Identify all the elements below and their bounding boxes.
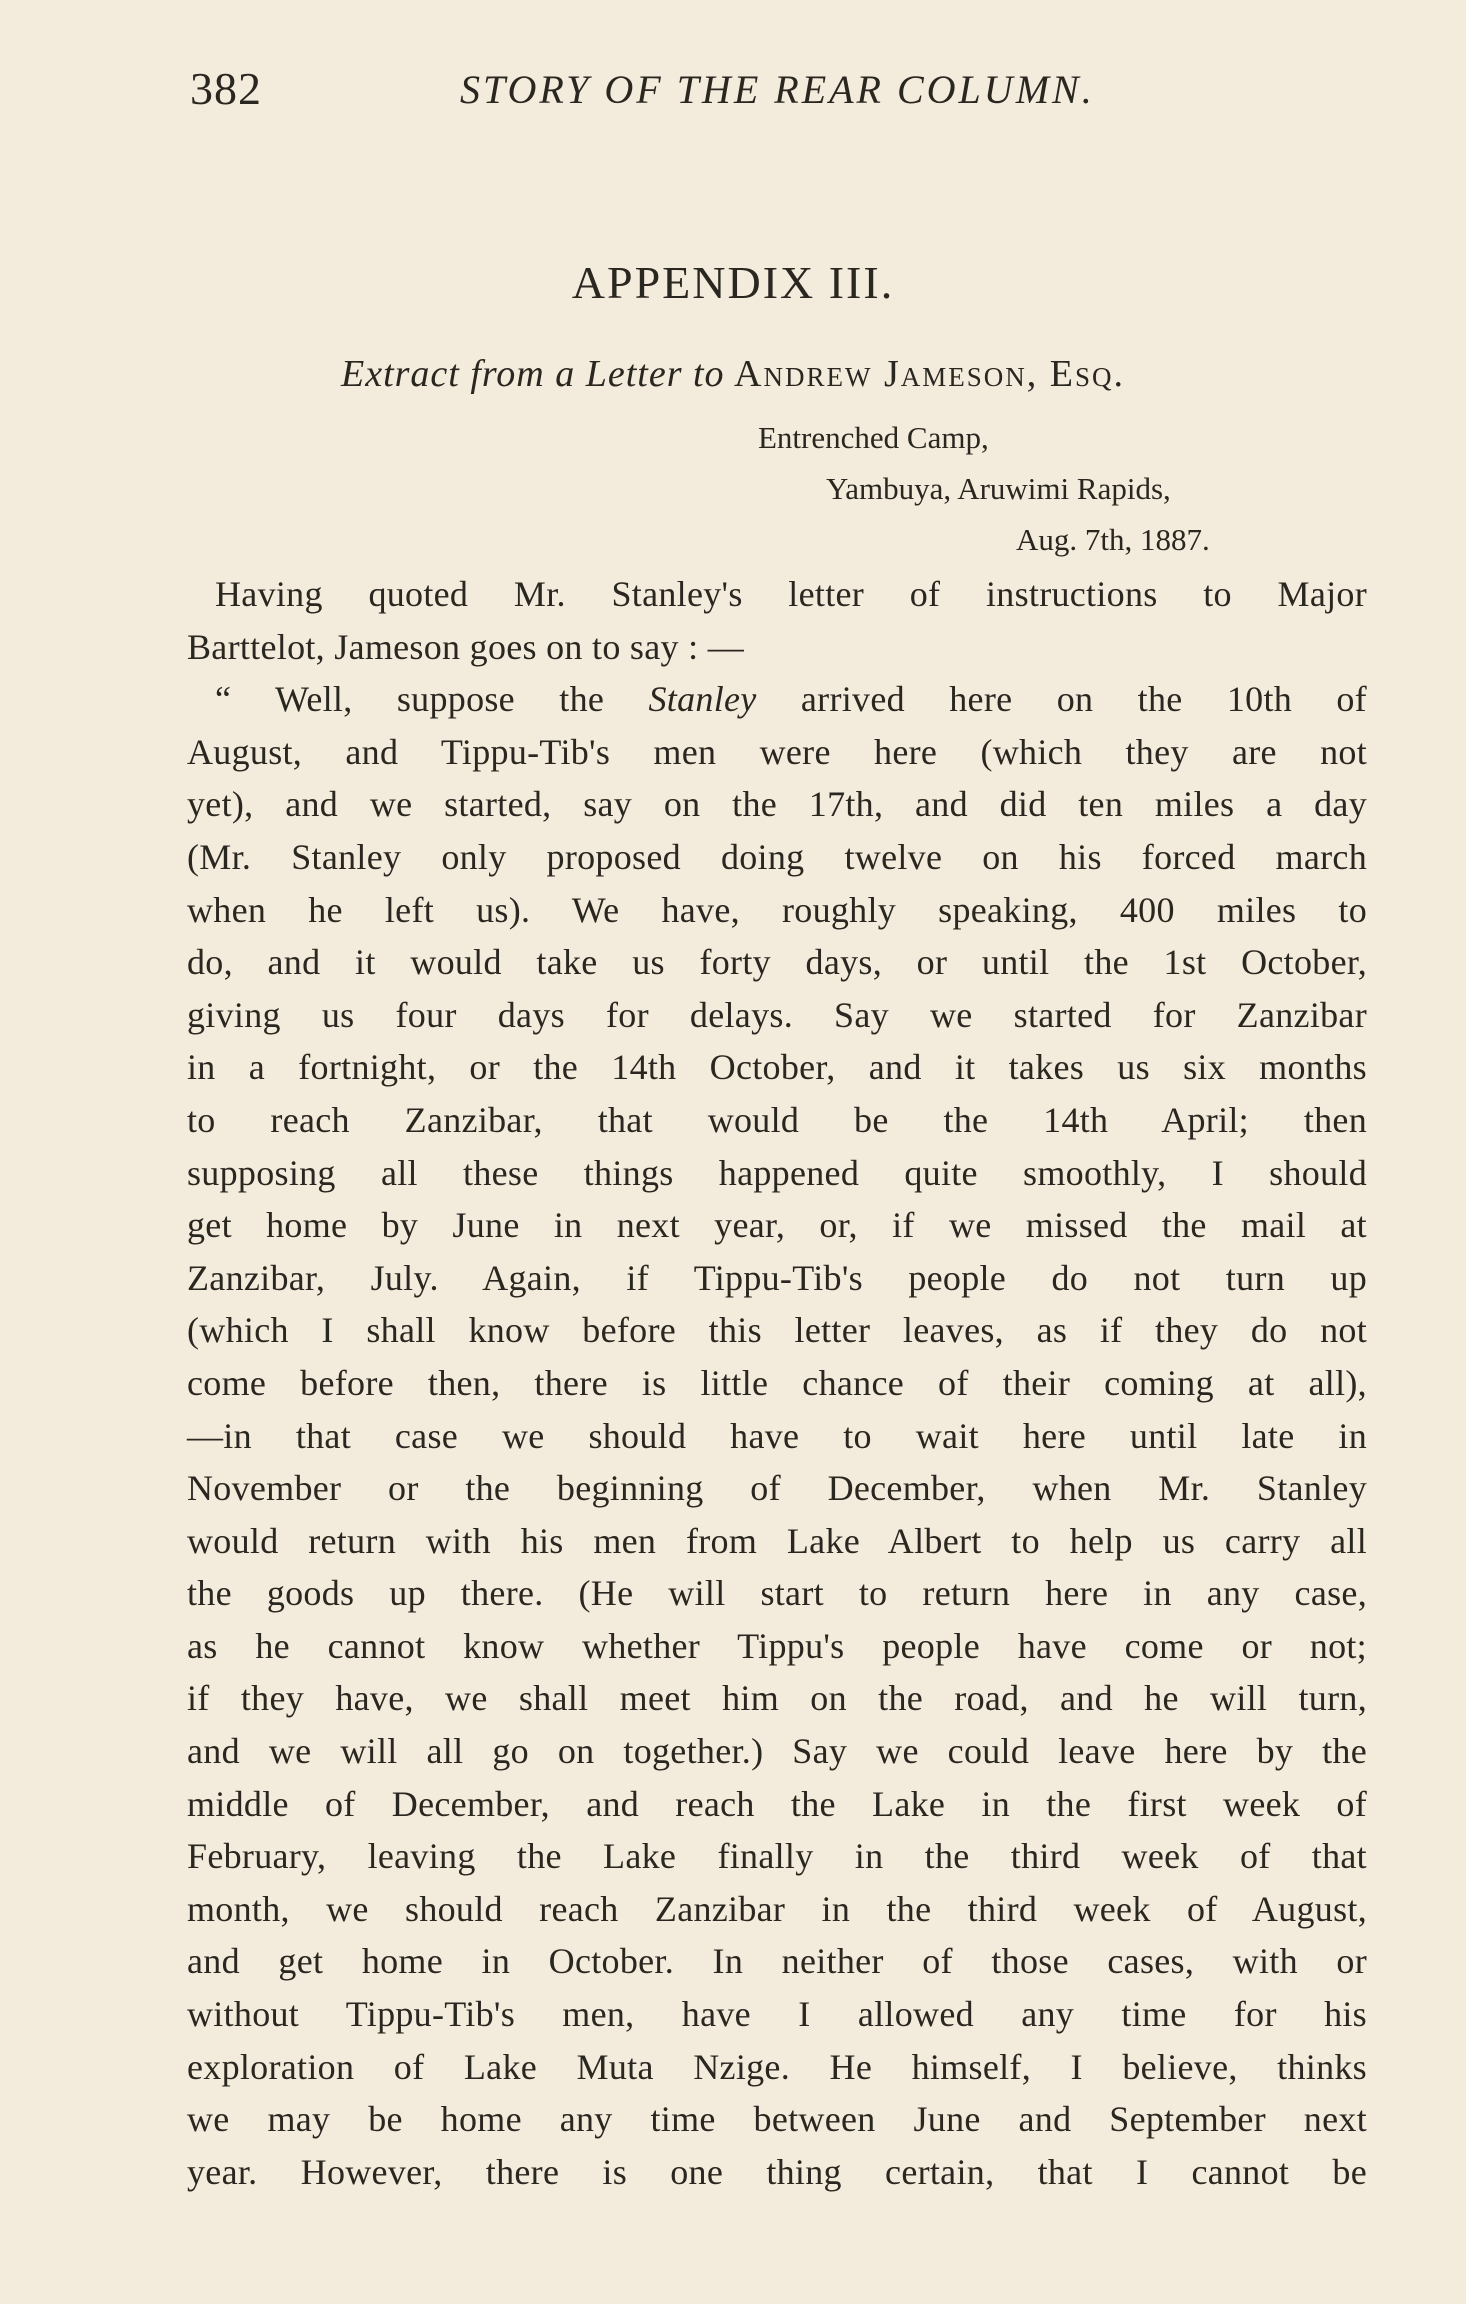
dateline-date: Aug. 7th, 1887. [1016,522,1210,557]
text-line: as he cannot know whether Tippu's people have come or not; [187,1625,1367,1666]
appendix-subtitle [0,352,1466,396]
text-line: February, leaving the Lake finally in the third week of that [187,1836,1367,1877]
text-line: and get home in October. In neither of those cases, with or [187,1941,1367,1982]
text-line [187,673,1367,726]
text-line: November or the beginning of December, when Mr. Stanley [187,1468,1367,1509]
text-line: Barttelot, Jameson goes on to say : — [187,626,745,667]
running-title: STORY OF THE REAR COLUMN. [460,67,1095,112]
text-fragment: arrived here on the 10th of [800,679,1367,720]
text-line: giving us four days for delays. Say we started for Zanzibar [187,994,1367,1035]
text-line: when he left us). We have, roughly speaking, 400 miles to [187,889,1367,930]
text-line: (which I shall know before this letter leaves, as if they do not [187,1310,1367,1351]
text-line: August, and Tippu-Tib's men were here (which they are not [187,731,1367,772]
text-line: we may be home any time between June and September next [187,2099,1367,2140]
dateline-place: Entrenched Camp, [758,420,989,455]
text-fragment: “ Well, suppose the [215,679,605,720]
text-line: —in that case we should have to wait here until late in [187,1415,1367,1456]
text-line: to reach Zanzibar, that would be the 14th April; then [187,1099,1367,1140]
text-line: month, we should reach Zanzibar in the third week of August, [187,1888,1367,1929]
text-line: if they have, we shall meet him on the road, and he will turn, [187,1678,1367,1719]
text-line: yet), and we started, say on the 17th, and did ten miles a day [187,784,1367,825]
text-line: middle of December, and reach the Lake in the first week of [187,1783,1367,1824]
text-line: year. However, there is one thing certain, that I cannot be [187,2151,1367,2192]
text-line: (Mr. Stanley only proposed doing twelve on his forced march [187,836,1367,877]
text-line: exploration of Lake Muta Nzige. He himself, I believe, thinks [187,2046,1367,2087]
text-line: do, and it would take us forty days, or until the 1st October, [187,942,1367,983]
text-line: would return with his men from Lake Albert to help us carry all [187,1520,1367,1561]
text-line: supposing all these things happened quite smoothly, I should [187,1152,1367,1193]
text-line: in a fortnight, or the 14th October, and it takes us six months [187,1047,1367,1088]
running-head [190,62,1360,122]
text-line: come before then, there is little chance of their coming at all), [187,1362,1367,1403]
text-line: get home by June in next year, or, if we missed the mail at [187,1205,1367,1246]
text-line: without Tippu-Tib's men, have I allowed any time for his [187,1994,1367,2035]
appendix-title: APPENDIX III. [571,257,895,308]
text-line: Having quoted Mr. Stanley's letter of instructions to Major [215,574,1367,614]
text-line: Zanzibar, July. Again, if Tippu-Tib's people do not turn up [187,1257,1367,1298]
text-line: and we will all go on together.) Say we could leave here by the [187,1731,1367,1772]
page-number: 382 [190,63,262,114]
text-line: the goods up there. (He will start to return here in any case, [187,1573,1367,1614]
dateline-location: Yambuya, Aruwimi Rapids, [826,471,1171,506]
body-text [187,568,1367,2198]
ship-name: Stanley [648,679,757,720]
subtitle-name: Andrew Jameson, Esq. [734,353,1125,395]
subtitle-italic: Extract from a Letter to [340,353,725,395]
